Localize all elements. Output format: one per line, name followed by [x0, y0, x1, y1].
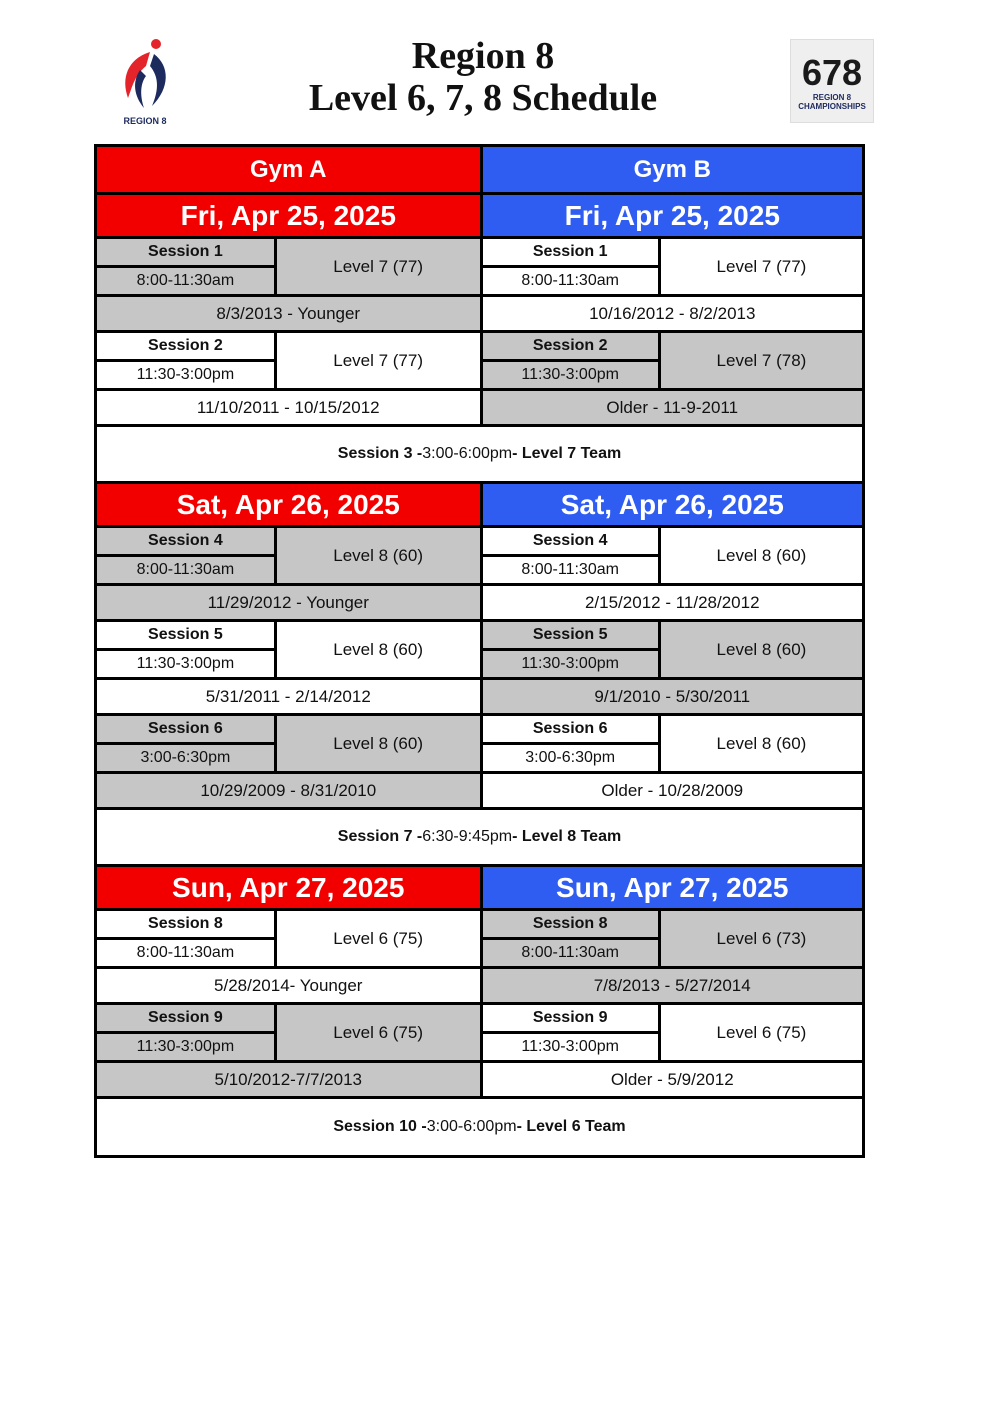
session-info [97, 622, 277, 677]
birthdate-range-row [97, 774, 862, 810]
birthdate-range-gym-b: Older - 11-9-2011 [480, 391, 863, 424]
team-session-label: Session 10 - [333, 1118, 427, 1135]
session-block-gym-b [480, 333, 863, 388]
birthdate-range-row [97, 391, 862, 427]
session-block-gym-b [480, 716, 863, 771]
session-row [97, 333, 862, 391]
birthdate-range-row [97, 586, 862, 622]
session-time: 8:00-11:30am [521, 944, 619, 961]
team-session-level: - Level 8 Team [512, 828, 622, 845]
gym-b-header: Gym B [480, 147, 863, 192]
schedule-table [94, 144, 865, 1158]
session-info [97, 239, 277, 294]
session-label: Session 1 [97, 239, 274, 268]
date-gym-b: Sat, Apr 26, 2025 [480, 484, 863, 525]
date-gym-a: Sun, Apr 27, 2025 [97, 867, 480, 908]
birthdate-range-gym-b: 2/15/2012 - 11/28/2012 [480, 586, 863, 619]
birthdate-range-gym-b: Older - 10/28/2009 [480, 774, 863, 807]
session-time: 11:30-3:00pm [136, 655, 235, 672]
gym-a-header: Gym A [97, 147, 480, 192]
birthdate-range-gym-a: 5/10/2012-7/7/2013 [97, 1063, 480, 1096]
session-info [97, 333, 277, 388]
title-line-1: Region 8 [411, 35, 555, 77]
session-row [97, 528, 862, 586]
session-info [97, 1005, 277, 1060]
session-time: 8:00-11:30am [136, 944, 235, 961]
session-label: Session 6 [483, 716, 658, 745]
birthdate-range-gym-b: Older - 5/9/2012 [480, 1063, 863, 1096]
session-time: 11:30-3:00pm [136, 1038, 235, 1055]
birthdate-range-row [97, 969, 862, 1005]
date-gym-a: Sat, Apr 26, 2025 [97, 484, 480, 525]
title-line-2: Level 6, 7, 8 Schedule [308, 77, 658, 119]
team-session-time: 3:00-6:00pm [426, 1118, 517, 1135]
session-block-gym-a [97, 1005, 480, 1060]
session-block-gym-b [480, 622, 863, 677]
session-block-gym-b [480, 911, 863, 966]
session-info [483, 716, 661, 771]
championships-logo [790, 39, 874, 123]
team-session [97, 1099, 862, 1155]
session-level: Level 7 (77) [333, 256, 424, 276]
birthdate-range-row [97, 1063, 862, 1099]
session-block-gym-b [480, 239, 863, 294]
session-row [97, 239, 862, 297]
session-info [483, 1005, 661, 1060]
session-label: Session 4 [483, 528, 658, 557]
birthdate-range-gym-a: 5/28/2014- Younger [97, 969, 480, 1002]
gym-header-row [97, 147, 862, 195]
session-level: Level 8 (60) [333, 545, 424, 565]
birthdate-range-gym-a: 11/10/2011 - 10/15/2012 [97, 391, 480, 424]
session-label: Session 1 [483, 239, 658, 268]
session-level: Level 8 (60) [333, 733, 424, 753]
team-session [97, 810, 862, 864]
session-label: Session 5 [483, 622, 658, 651]
session-time: 8:00-11:30am [521, 272, 619, 289]
session-info [97, 911, 277, 966]
birthdate-range-row [97, 297, 862, 333]
championships-logo-number: 678 [801, 52, 863, 93]
session-info [483, 333, 661, 388]
session-row [97, 1005, 862, 1063]
session-label: Session 8 [483, 911, 658, 940]
session-block-gym-a [97, 716, 480, 771]
session-info [97, 528, 277, 583]
session-label: Session 5 [97, 622, 274, 651]
session-level: Level 6 (73) [716, 928, 807, 948]
session-block-gym-a [97, 622, 480, 677]
session-row [97, 716, 862, 774]
birthdate-range-gym-b: 9/1/2010 - 5/30/2011 [480, 680, 863, 713]
session-level: Level 7 (78) [716, 350, 807, 370]
region-8-logo [110, 36, 180, 126]
team-session-row [97, 810, 862, 867]
date-row [97, 195, 862, 239]
session-row [97, 911, 862, 969]
session-label: Session 9 [483, 1005, 658, 1034]
birthdate-range-gym-a: 5/31/2011 - 2/14/2012 [97, 680, 480, 713]
session-time: 11:30-3:00pm [521, 1038, 619, 1055]
session-label: Session 2 [97, 333, 274, 362]
session-time: 8:00-11:30am [136, 272, 235, 289]
session-row [97, 622, 862, 680]
team-session-label: Session 7 - [337, 828, 423, 845]
session-level: Level 8 (60) [333, 639, 424, 659]
session-label: Session 2 [483, 333, 658, 362]
birthdate-range-gym-a: 11/29/2012 - Younger [97, 586, 480, 619]
session-info [483, 622, 661, 677]
team-session [97, 427, 862, 481]
session-label: Session 8 [97, 911, 274, 940]
session-block-gym-a [97, 528, 480, 583]
session-time: 11:30-3:00pm [521, 366, 619, 383]
date-gym-b: Sun, Apr 27, 2025 [480, 867, 863, 908]
date-gym-a: Fri, Apr 25, 2025 [97, 195, 480, 236]
date-gym-b: Fri, Apr 25, 2025 [480, 195, 863, 236]
team-session-time: 3:00-6:00pm [422, 445, 513, 462]
team-session-row [97, 1099, 862, 1155]
birthdate-range-gym-a: 10/29/2009 - 8/31/2010 [97, 774, 480, 807]
session-info [483, 911, 661, 966]
session-info [97, 716, 277, 771]
session-level: Level 6 (75) [333, 928, 424, 948]
session-block-gym-a [97, 911, 480, 966]
session-time: 3:00-6:30pm [525, 749, 616, 766]
session-level: Level 7 (77) [333, 350, 424, 370]
birthdate-range-gym-b: 10/16/2012 - 8/2/2013 [480, 297, 863, 330]
birthdate-range-gym-a: 8/3/2013 - Younger [97, 297, 480, 330]
team-session-label: Session 3 - [337, 445, 423, 462]
team-session-row [97, 427, 862, 484]
session-label: Session 6 [97, 716, 274, 745]
session-info [483, 528, 661, 583]
session-level: Level 6 (75) [333, 1022, 424, 1042]
birthdate-range-gym-b: 7/8/2013 - 5/27/2014 [480, 969, 863, 1002]
session-time: 8:00-11:30am [136, 561, 235, 578]
team-session-level: - Level 6 Team [516, 1118, 626, 1135]
session-time: 11:30-3:00pm [136, 366, 235, 383]
session-level: Level 8 (60) [716, 545, 807, 565]
date-row [97, 484, 862, 528]
team-session-level: - Level 7 Team [512, 445, 622, 462]
session-label: Session 4 [97, 528, 274, 557]
session-level: Level 8 (60) [716, 733, 807, 753]
session-time: 8:00-11:30am [521, 561, 619, 578]
session-block-gym-b [480, 528, 863, 583]
session-block-gym-a [97, 333, 480, 388]
session-time: 11:30-3:00pm [521, 655, 619, 672]
session-label: Session 9 [97, 1005, 274, 1034]
region-8-logo-text: REGION 8 [123, 116, 167, 126]
session-block-gym-b [480, 1005, 863, 1060]
date-row [97, 867, 862, 911]
team-session-time: 6:30-9:45pm [422, 828, 513, 845]
session-level: Level 7 (77) [716, 256, 807, 276]
championships-logo-text: REGION 8 CHAMPIONSHIPS [798, 93, 866, 111]
session-block-gym-a [97, 239, 480, 294]
birthdate-range-row [97, 680, 862, 716]
session-level: Level 8 (60) [716, 639, 807, 659]
session-level: Level 6 (75) [716, 1022, 807, 1042]
session-time: 3:00-6:30pm [140, 749, 231, 766]
gymnast-logo-icon [110, 36, 180, 116]
session-info [483, 239, 661, 294]
